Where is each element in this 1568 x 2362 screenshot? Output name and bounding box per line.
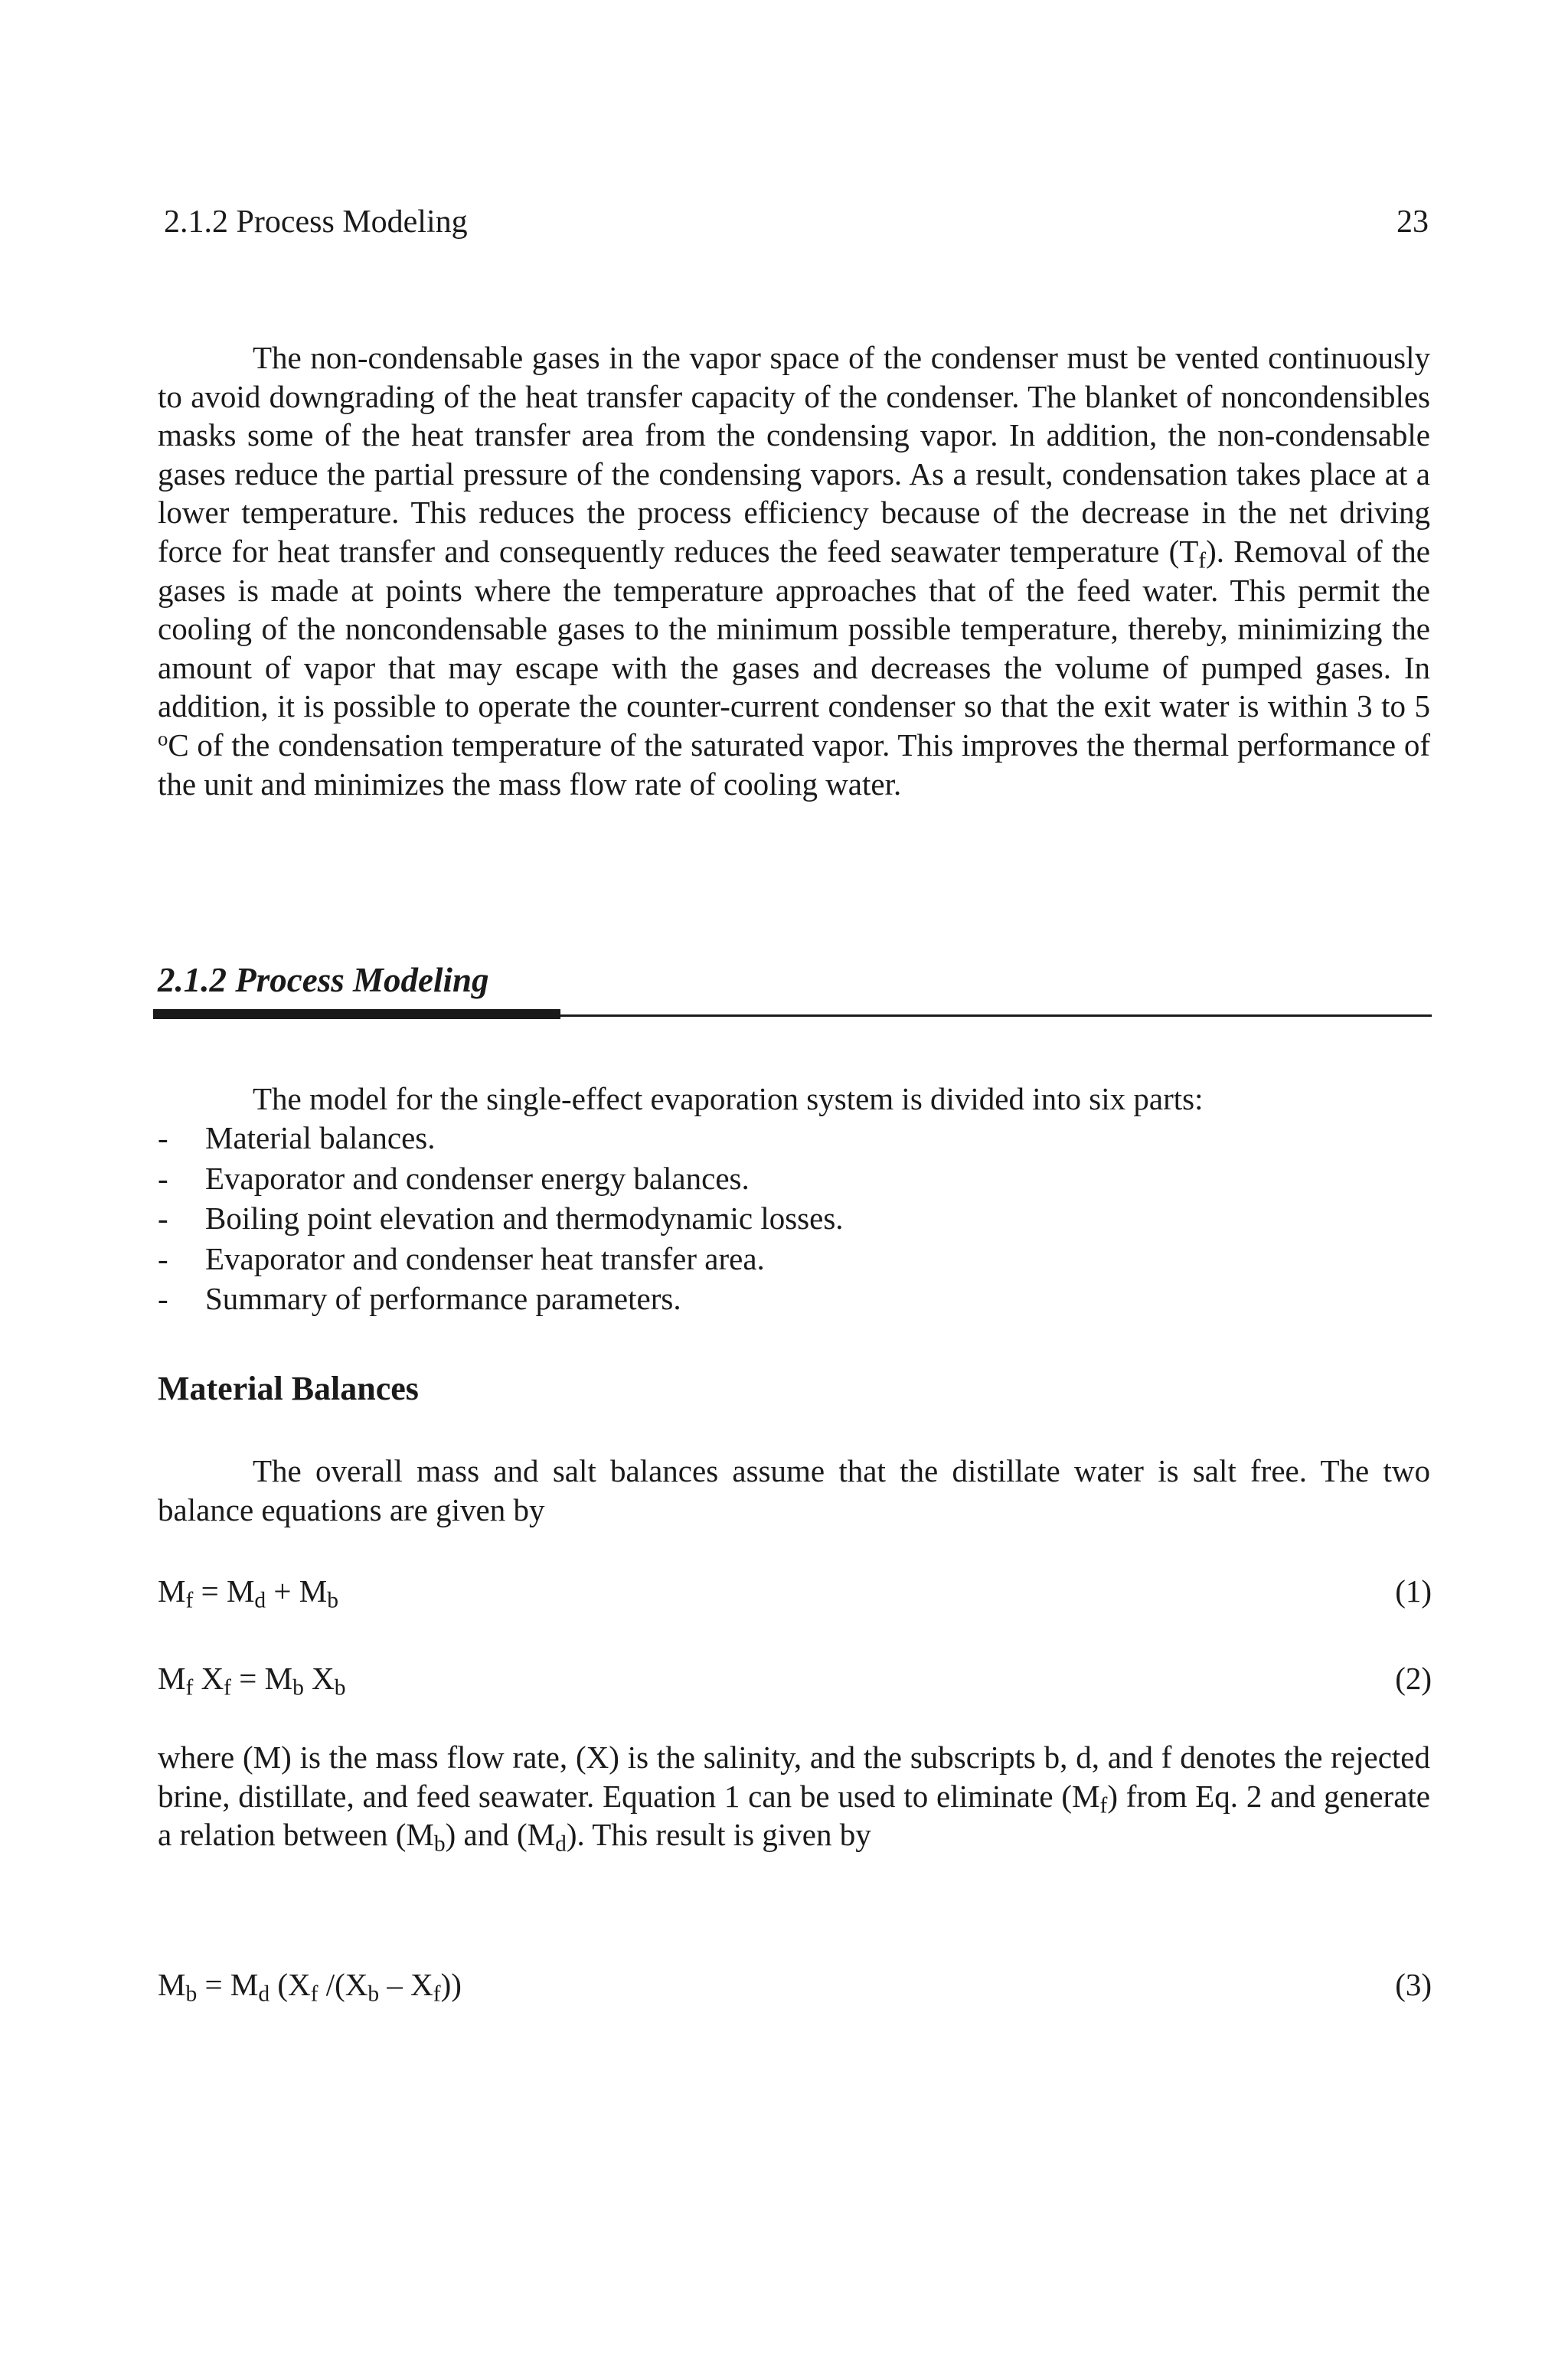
equation-2-number: (2) [1395, 1661, 1432, 1696]
running-head [164, 204, 1429, 250]
model-parts-list [158, 1118, 844, 1319]
section-rule-thin [560, 1014, 1432, 1017]
paragraph-noncondensable-gases: The non-condensable gases in the vapor space of the condenser must be vented continuously to avoid downgrading of the heat transfer capacity of the condenser. The blanket of noncondensibles masks some of the heat transfer area from the condensing vapor. In addition, the non-condensable gases reduce the partial pressure of the condensing vapors. As a result, condensation takes place at a lower temperature. This reduces the process efficiency because of the decrease in the net driving force for heat transfer and consequently reduces the feed seawater temperature $(T_f)$. Removal of the gases is made at points where the temperature approaches that of the feed water. This permit the cooling of the noncondensable gases to the minimum possible temperature, thereby, minimizing the amount of vapor that may escape with the gases and decreases the volume of pumped gases. In addition, it is possible to operate the counter-current condenser so that the exit water is within 3 to 5 $^o$C of the condensation temperature of the saturated vapor. This improves the thermal performance of the unit and minimizes the mass flow rate of cooling water. [158, 340, 1430, 802]
equation-2 [158, 1660, 1432, 1706]
equation-1-number: (1) [1395, 1573, 1432, 1609]
list-item: - Evaporator and condenser heat transfer area. [158, 1240, 765, 1276]
paragraph-balances: The overall mass and salt balances assume that the distillate water is salt free. The two balance equations are given by [158, 1453, 1430, 1527]
equation-3 [158, 1966, 1432, 2012]
list-item: - Material balances. [158, 1120, 436, 1155]
equation-1 [158, 1573, 1432, 1619]
paragraph-eliminate-mf: where (M) is the mass flow rate, (X) is the salinity, and the subscripts b, d, and f denotes the rejected brine, distillate, and feed seawater. Equation 1 can be used to eliminate $(M_f)$ from Eq. 2 and generate a relation between $(M_b)$ and $(M_d)$. This result is given by [158, 1740, 1430, 1857]
equation-2-expression: $M_f$ $X_f = M_b$ $X_b$ [158, 1661, 346, 1700]
page-number: 23 [1396, 204, 1429, 240]
section-rule-thick [153, 1009, 560, 1019]
section-heading: 2.1.2 Process Modeling [158, 961, 489, 999]
equation-3-number: (3) [1395, 1967, 1432, 2002]
equation-3-expression: $M_b = M_d$ ($X_f$ $/(X_b - X_f)$) [158, 1967, 462, 2007]
model-intro: The model for the single-effect evaporation system is divided into six parts: [253, 1081, 1204, 1116]
equation-1-expression: $M_f = M_d + M_b$ [158, 1573, 339, 1613]
running-head-title: 2.1.2 Process Modeling [164, 204, 468, 240]
subheading-material-balances: Material Balances [158, 1370, 419, 1407]
list-item: - Boiling point elevation and thermodynamic losses. [158, 1201, 844, 1236]
list-item: - Summary of performance parameters. [158, 1281, 681, 1316]
list-item: - Evaporator and condenser energy balances. [158, 1160, 750, 1196]
